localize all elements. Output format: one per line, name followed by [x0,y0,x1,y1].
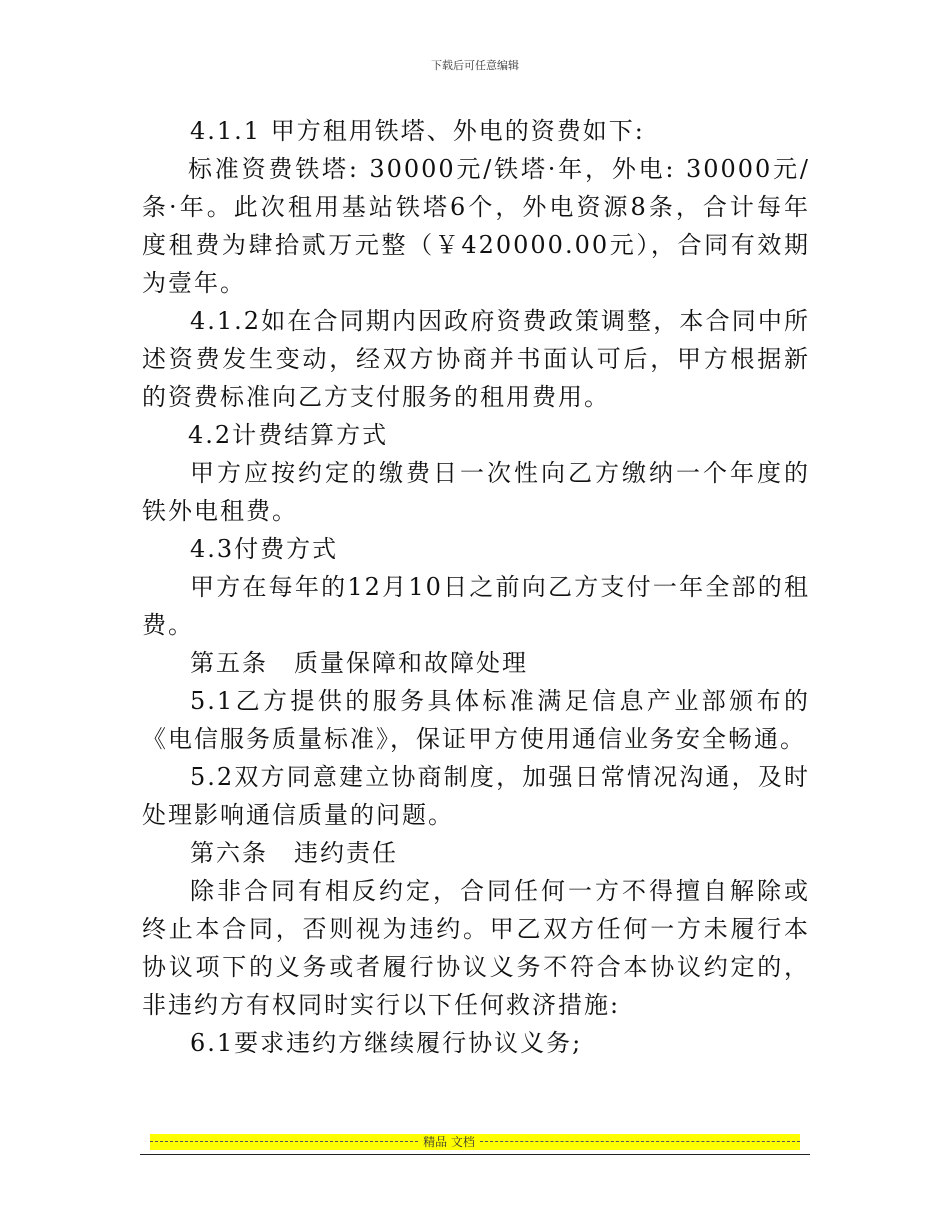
paragraph-6-1: 6.1要求违约方继续履行协议义务; [190,1029,583,1057]
paragraph-5-1: 5.1乙方提供的服务具体标准满足信息产业部颁布的《电信服务质量标准》，保证甲方使用通信业务安全畅通。 [142,687,810,753]
footer-highlight-bar [150,1134,800,1150]
paragraph-billing: 甲方应按约定的缴费日一次性向乙方缴纳一个年度的铁外电租费。 [142,459,810,525]
paragraph-payment: 甲方在每年的12月10日之前向乙方支付一年全部的租费。 [142,573,810,639]
footer-rule [140,1154,810,1155]
heading-article-5: 第五条 质量保障和故障处理 [190,649,528,677]
document-body [142,112,810,1062]
heading-article-6: 第六条 违约责任 [190,839,398,867]
paragraph-4-1-2: 4.1.2如在合同期内因政府资费政策调整，本合同中所述资费发生变动，经双方协商并书面认可后，甲方根据新的资费标准向乙方支付服务的租用费用。 [142,307,810,411]
footer-dashes-right [480,1141,800,1142]
paragraph-4-1-1: 4.1.1 甲方租用铁塔、外电的资费如下: [190,117,645,145]
paragraph-5-2: 5.2双方同意建立协商制度，加强日常情况沟通，及时处理影响通信质量的问题。 [142,763,810,829]
paragraph-breach: 除非合同有相反约定，合同任何一方不得擅自解除或终止本合同，否则视为违约。甲乙双方任何一方未履行本协议项下的义务或者履行协议义务不符合本协议约定的，非违约方有权同时实行以下任何救济措施: [142,877,810,1019]
paragraph-standard-fees: 标准资费铁塔: 30000元/铁塔·年，外电: 30000元/条·年。此次租用基站铁塔6个，外电资源8条，合计每年度租费为肆拾贰万元整（￥420000.00元），合同有效期为壹年。 [142,155,810,297]
footer-label: 精品 文档 [418,1134,480,1150]
heading-4-3: 4.3付费方式 [190,535,339,563]
footer-dashes-left [150,1141,418,1142]
heading-4-2: 4.2计费结算方式 [188,421,389,449]
header-note: 下载后可任意编辑 [431,59,519,72]
